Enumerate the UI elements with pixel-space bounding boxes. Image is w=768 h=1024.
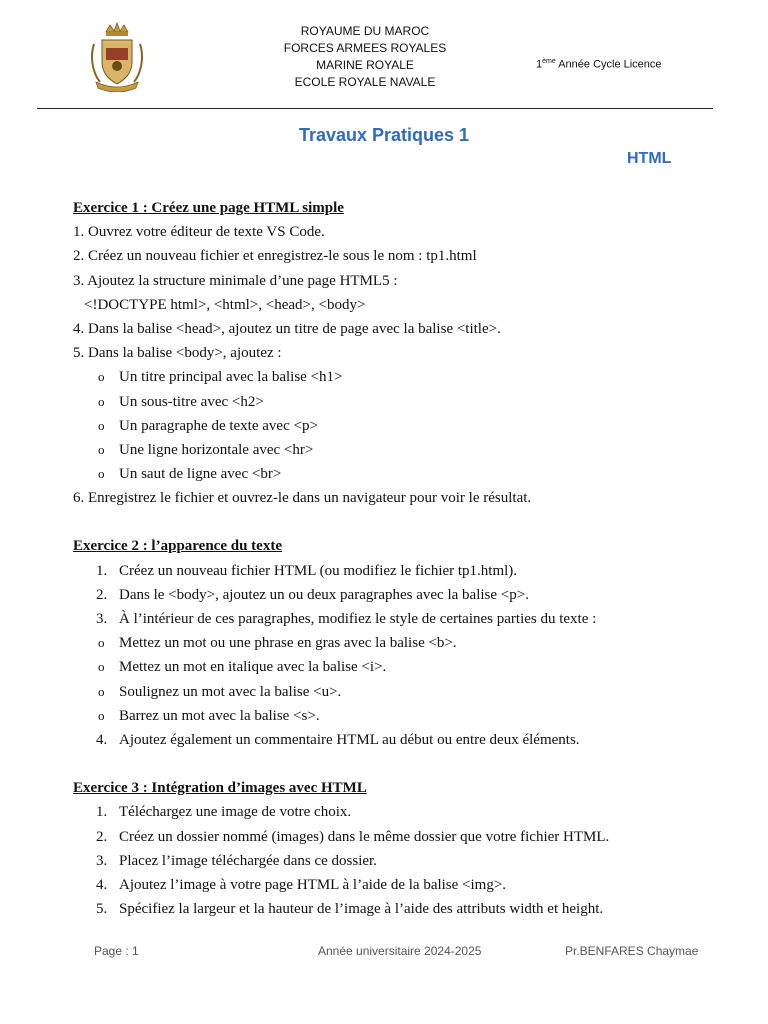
year-superscript: ème bbox=[542, 58, 556, 65]
exercise1-step: 5. Dans la balise <body>, ajoutez : bbox=[73, 345, 282, 362]
footer-page-number: Page : 1 bbox=[94, 944, 139, 958]
item-text: Spécifiez la largeur et la hauteur de l’image à l’aide des attributs width et height. bbox=[119, 901, 604, 918]
footer-author: Pr.BENFARES Chaymae bbox=[565, 944, 699, 958]
page-subtitle: HTML bbox=[627, 150, 672, 167]
item-marker: 4. bbox=[96, 731, 108, 748]
exercise1-step: 2. Créez un nouveau fichier et enregistrez-le sous le nom : tp1.html bbox=[73, 248, 477, 265]
item-text: Téléchargez une image de votre choix. bbox=[119, 804, 352, 821]
item-text: Barrez un mot avec la balise <s>. bbox=[119, 707, 320, 724]
item-marker: 1. bbox=[96, 562, 108, 579]
exercise1-step: 4. Dans la balise <head>, ajoutez un titre de page avec la balise <title>. bbox=[73, 320, 501, 337]
list-item: o Un sous-titre avec <h2> bbox=[73, 390, 713, 414]
item-marker: o bbox=[98, 683, 105, 699]
item-text: À l’intérieur de ces paragraphes, modifiez le style de certaines parties du texte : bbox=[119, 611, 597, 627]
org-line: MARINE ROYALE bbox=[316, 58, 414, 72]
item-marker: 3. bbox=[96, 852, 108, 869]
list-item: o Un saut de ligne avec <br> bbox=[73, 462, 713, 486]
item-text: Créez un nouveau fichier HTML (ou modifiez le fichier tp1.html). bbox=[119, 562, 518, 579]
item-text: Mettez un mot en italique avec la balise <i>. bbox=[119, 659, 387, 676]
item-marker: o bbox=[98, 659, 105, 675]
list-item bbox=[73, 607, 713, 631]
list-item bbox=[73, 583, 713, 607]
list-item bbox=[73, 559, 713, 583]
academic-level bbox=[536, 58, 662, 71]
item-text: Ajoutez l’image à votre page HTML à l’aide de la balise <img>. bbox=[119, 876, 507, 893]
list-item bbox=[73, 631, 713, 655]
list-item bbox=[73, 800, 713, 824]
item-text: Dans le <body>, ajoutez un ou deux paragraphes avec la balise <p>. bbox=[119, 586, 529, 603]
list-item bbox=[73, 728, 713, 752]
item-text: Créez un dossier nommé (images) dans le même dossier que votre fichier HTML. bbox=[119, 828, 610, 845]
exercise2-title: Exercice 2 : l’apparence du texte bbox=[73, 538, 282, 555]
navy-emblem-logo bbox=[86, 22, 148, 92]
list-item: o Un titre principal avec la balise <h1> bbox=[73, 365, 713, 389]
footer-academic-year: Année universitaire 2024-2025 bbox=[318, 944, 482, 958]
exercise3-title: Exercice 3 : Intégration d’images avec HTML bbox=[73, 780, 367, 797]
item-marker: o bbox=[98, 707, 105, 723]
list-item bbox=[73, 897, 713, 921]
list-item bbox=[73, 655, 713, 679]
item-marker: 1. bbox=[96, 804, 108, 821]
list-item bbox=[73, 704, 713, 728]
item-text: Soulignez un mot avec la balise <u>. bbox=[119, 683, 342, 700]
list-item bbox=[73, 849, 713, 873]
org-line: ECOLE ROYALE NAVALE bbox=[294, 75, 436, 89]
list-item bbox=[73, 680, 713, 704]
item-marker: 2. bbox=[96, 828, 108, 845]
exercise1-step: 6. Enregistrez le fichier et ouvrez-le dans un navigateur pour voir le résultat. bbox=[73, 490, 532, 507]
item-text: Ajoutez également un commentaire HTML au début ou entre deux éléments. bbox=[119, 731, 580, 748]
item-marker: 5. bbox=[96, 901, 108, 918]
item-marker: 4. bbox=[96, 876, 108, 893]
exercise1-step: 1. Ouvrez votre éditeur de texte VS Code. bbox=[73, 224, 325, 241]
org-line: ROYAUME DU MAROC bbox=[300, 24, 430, 38]
bullet-text: Un sous-titre avec <h2> bbox=[119, 393, 264, 410]
header-divider bbox=[37, 108, 713, 109]
item-text: Mettez un mot ou une phrase en gras avec la balise <b>. bbox=[119, 635, 457, 652]
bullet-text: Une ligne horizontale avec <hr> bbox=[119, 441, 314, 458]
item-marker: o bbox=[98, 635, 105, 651]
year-label: Année Cycle Licence bbox=[555, 58, 662, 71]
document-body bbox=[73, 196, 713, 921]
list-item bbox=[73, 825, 713, 849]
item-marker: 2. bbox=[96, 586, 108, 603]
exercise1-title: Exercice 1 : Créez une page HTML simple bbox=[73, 200, 344, 216]
bullet-text: Un paragraphe de texte avec <p> bbox=[119, 417, 318, 434]
org-line: FORCES ARMEES ROYALES bbox=[283, 41, 447, 55]
item-marker: 3. bbox=[96, 611, 108, 627]
page-title: Travaux Pratiques 1 bbox=[298, 125, 470, 145]
year-number: 1 bbox=[536, 58, 543, 71]
list-item: o Un paragraphe de texte avec <p> bbox=[73, 414, 713, 438]
list-item: o Une ligne horizontale avec <hr> bbox=[73, 438, 713, 462]
item-text: Placez l’image téléchargée dans ce dossier. bbox=[119, 852, 377, 869]
institution-header bbox=[265, 23, 465, 91]
exercise1-step: 3. Ajoutez la structure minimale d’une page HTML5 : bbox=[73, 272, 398, 289]
list-item bbox=[73, 873, 713, 897]
exercise1-step: <!DOCTYPE html>, <html>, <head>, <body> bbox=[84, 296, 366, 313]
bullet-text: Un saut de ligne avec <br> bbox=[119, 466, 282, 483]
bullet-text: Un titre principal avec la balise <h1> bbox=[119, 369, 343, 386]
